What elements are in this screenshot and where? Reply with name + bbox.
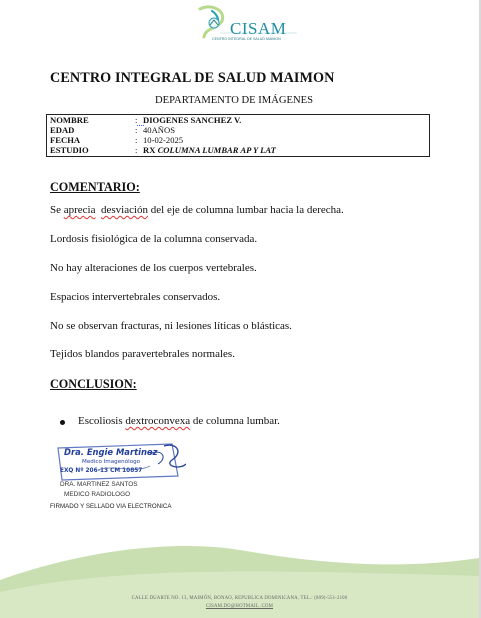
logo-name: CISAM (230, 19, 287, 38)
info-label: ESTUDIO (50, 145, 89, 155)
spellcheck-word: desviación (101, 204, 149, 216)
finding-6: Tejidos blandos paravertebrales normales. (50, 348, 235, 360)
info-row-study: ESTUDIO : RX COLUMNA LUMBAR AP Y LAT (50, 145, 276, 155)
clinic-title: CENTRO INTEGRAL DE SALUD MAIMON (50, 70, 335, 86)
conclusion-heading: CONCLUSION: (50, 377, 137, 391)
finding-3: No hay alteraciones de los cuerpos vertebrales. (50, 262, 257, 274)
spellcheck-word: aprecia (63, 204, 96, 216)
signature-title: MEDICO RADIOLOGO (64, 491, 131, 498)
signature-note: FIRMADO Y SELLADO VIA ELECTRONICA (50, 503, 172, 510)
info-label: FECHA (50, 135, 81, 145)
stamp-name: Dra. Engie Martinez (64, 447, 158, 457)
finding-2: Lordosis fisiológica de la columna conservada. (50, 233, 258, 245)
info-value (143, 145, 276, 155)
patient-info-box (46, 114, 430, 157)
info-label: EDAD (50, 125, 75, 135)
info-value: 10-02-2025 (143, 135, 184, 145)
bullet-icon (60, 420, 65, 425)
study-name: COLUMNA LUMBAR AP Y LAT (157, 145, 276, 155)
logo-subtitle: CENTRO INTEGRAL DE SALUD MAIMON (212, 37, 281, 41)
finding-5: No se observan fracturas, ni lesiones líticas o blásticas. (50, 320, 292, 332)
info-row-name: NOMBRE : DIOGENES SANCHEZ V. (50, 115, 242, 125)
info-label: NOMBRE (50, 115, 89, 125)
info-value: 40AÑOS (143, 125, 175, 135)
department-title: DEPARTAMENTO DE IMÁGENES (155, 95, 314, 106)
spellcheck-word: dextroconvexa (125, 415, 191, 427)
footer-email[interactable]: CISAM.DO@HOTMAIL .COM (205, 604, 274, 609)
info-value: DIOGENES SANCHEZ V. (143, 115, 242, 125)
comment-heading: COMENTARIO: (50, 180, 140, 194)
study-prefix: RX (143, 145, 156, 155)
finding-4: Espacios intervertebrales conservados. (50, 291, 221, 303)
finding-1: Se aprecia desviación del eje de columna lumbar hacia la derecha. (50, 204, 344, 216)
clinic-logo (192, 5, 302, 47)
signature-name: DRA. MARTINEZ SANTOS (60, 481, 138, 488)
report-page: CISAM CENTRO INTEGRAL DE SALUD MAIMON CENTRO INTEGRAL DE SALUD MAIMON DEPARTAMENTO DE IMÁGENES NOMBRE : DIOGENES SANCHEZ V. EDAD : 40AÑOS FECHA : 10-02-2025 ESTUDIO : RX COLUMNA LUMBAR AP Y LAT COMENTARIO: Se aprecia desviación del eje de columna lumbar hacia la derecha. Lordosis fisiológica de la columna conservada. No hay alteraciones de los cuerpos vertebrales. Espacios intervertebrales conservados. No se observan fracturas, ni lesiones líticas o blásticas. Tejidos blandos paravertebrales normales. CONCLUSION: Escoliosis dextroconvexa de columna lumbar. Dra. Engie Martinez Medico Imagenólogo EXQ Nº 206-13 CM 10857 DRA. MARTINEZ SANTOS MEDICO RADIOLOGO FIRMADO Y SELLADO VIA ELECTRONICA CALLE DUARTE NO. 13, MAIMÓN, BONAO, REPUBLICA DOMINICANA, TEL.: (809)-551-2100 CISAM.DO@HOTMAIL .COM (0, 0, 481, 618)
stamp-exequatur: EXQ Nº 206-13 CM 10857 (60, 468, 143, 474)
stamp-role: Medico Imagenólogo (82, 459, 141, 465)
info-row-date: FECHA : 10-02-2025 (50, 135, 184, 145)
footer-address: CALLE DUARTE NO. 13, MAIMÓN, BONAO, REPUBLICA DOMINICANA, TEL.: (809)-551-2100 (131, 596, 348, 601)
info-row-age: EDAD : 40AÑOS (50, 125, 175, 135)
